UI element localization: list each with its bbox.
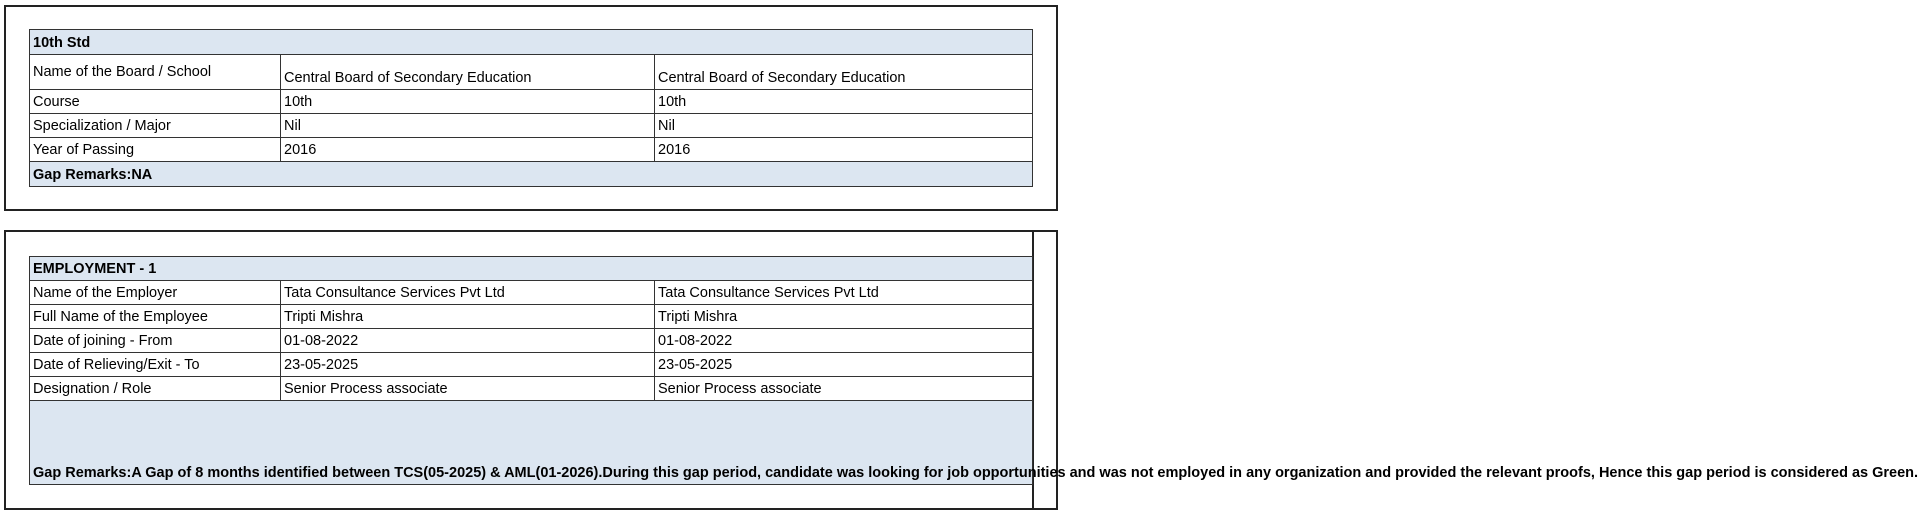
table-row: [30, 114, 1033, 138]
employment-table: [29, 256, 1918, 485]
row-label: Full Name of the Employee: [30, 305, 281, 329]
education-panel: [4, 5, 1058, 211]
table-row: [30, 377, 1033, 401]
row-value-2: Central Board of Secondary Education: [655, 55, 1033, 90]
row-value-1: Senior Process associate: [281, 377, 655, 401]
education-table: [29, 29, 1033, 187]
row-value-2: 2016: [655, 138, 1033, 162]
table-row: [30, 305, 1033, 329]
row-label: Designation / Role: [30, 377, 281, 401]
table-row: [30, 138, 1033, 162]
row-label: Date of joining - From: [30, 329, 281, 353]
employment-gap-remarks: Gap Remarks:A Gap of 8 months identified between TCS(05-2025) & AML(01-2026).During this gap period, candidate was looking for job opportunities and was not employed in any organization and provided the relevant proofs, Hence this gap period is considered as Green.: [30, 401, 1033, 485]
table-row: [30, 281, 1033, 305]
row-label: Name of the Employer: [30, 281, 281, 305]
row-value-2: 01-08-2022: [655, 329, 1033, 353]
row-value-1: 01-08-2022: [281, 329, 655, 353]
row-value-2: 10th: [655, 90, 1033, 114]
row-label: Date of Relieving/Exit - To: [30, 353, 281, 377]
row-value-2: Nil: [655, 114, 1033, 138]
row-value-1: Central Board of Secondary Education: [281, 55, 655, 90]
employment-section-title: EMPLOYMENT - 1: [30, 257, 1033, 281]
row-label: Specialization / Major: [30, 114, 281, 138]
table-row: [30, 353, 1033, 377]
education-section-title: 10th Std: [30, 30, 1033, 55]
table-row: [30, 329, 1033, 353]
row-value-2: Tata Consultance Services Pvt Ltd: [655, 281, 1033, 305]
row-value-2: 23-05-2025: [655, 353, 1033, 377]
row-value-1: 23-05-2025: [281, 353, 655, 377]
education-gap-remarks: Gap Remarks:NA: [30, 162, 1033, 187]
table-row: [30, 55, 1033, 90]
row-value-1: 2016: [281, 138, 655, 162]
row-label: Year of Passing: [30, 138, 281, 162]
row-value-1: 10th: [281, 90, 655, 114]
row-label: Name of the Board / School: [30, 55, 281, 90]
row-value-2: Senior Process associate: [655, 377, 1033, 401]
row-value-2: Tripti Mishra: [655, 305, 1033, 329]
row-label: Course: [30, 90, 281, 114]
table-row: [30, 90, 1033, 114]
row-value-1: Tripti Mishra: [281, 305, 655, 329]
row-value-1: Tata Consultance Services Pvt Ltd: [281, 281, 655, 305]
row-value-1: Nil: [281, 114, 655, 138]
employment-panel: [4, 230, 1918, 510]
